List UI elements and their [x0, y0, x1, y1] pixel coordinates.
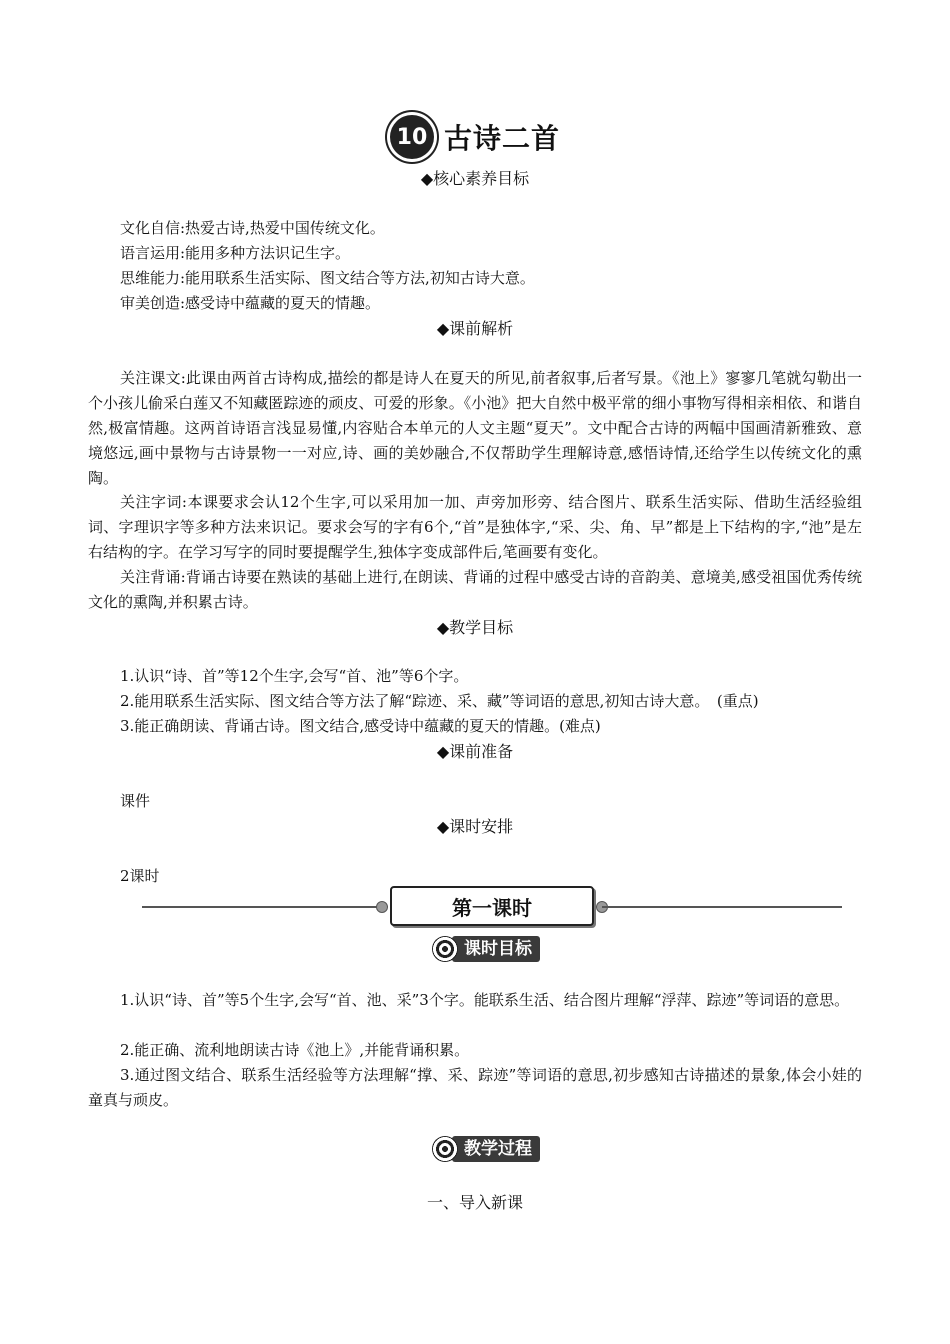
heading-pre-analysis: ◆课前解析: [436, 319, 514, 338]
teaching-process-tag-label: 教学过程: [452, 1136, 540, 1162]
core-goal-item: 文化自信:热爱古诗,热爱中国传统文化。: [120, 219, 385, 237]
analysis-paragraph-text: 关注课文:此课由两首古诗构成,描绘的都是诗人在夏天的所见,前者叙事,后者写景。《池上》寥寥几笔就勾勒出一个小孩儿偷采白莲又不知藏匿踪迹的顽皮、可爱的形象。《小池》把大自然中极平常的细小事物写得相亲相依、和谐自然,极富情趣。这两首诗语言浅显易懂,内容贴合本单元的人文主题“夏天”。文中配合古诗的两幅中国画清新雅致、意境悠远,画中景物与古诗景物一一对应,诗、画的美妙融合,不仅帮助学生理解诗意,感悟诗情,还给学生以传统文化的熏陶。: [88, 369, 862, 487]
session-goal-item: 1.认识“诗、首”等5个生字,会写“首、池、采”3个字。能联系生活、结合图片理解“浮萍、踪迹”等词语的意思。: [120, 991, 850, 1009]
step-heading-intro: 一、导入新课: [426, 1193, 523, 1212]
session-goal-item: 2.能正确、流利地朗读古诗《池上》,并能背诵积累。: [120, 1041, 470, 1059]
analysis-paragraph-words: 关注字词:本课要求会认12个生字,可以采用加一加、声旁加形旁、结合图片、联系生活实际、借助生活经验组词、字理识字等多种方法来识记。要求会写的字有6个,“首”是独体字,“采、尖、角、早”都是上下结构的字,“池”是左右结构的字。在学习写字的同时要提醒学生,独体字变成部件后,笔画要有变化。: [88, 493, 862, 561]
teaching-goal-item: 1.认识“诗、首”等12个生字,会写“首、池”等6个字。: [120, 667, 469, 685]
teaching-goal-item: 3.能正确朗读、背诵古诗。图文结合,感受诗中蕴藏的夏天的情趣。(难点): [120, 717, 601, 735]
heading-core-goals: ◆核心素养目标: [420, 169, 530, 188]
heading-teaching-goals: ◆教学目标: [436, 618, 514, 637]
preparation-text: 课件: [120, 792, 151, 810]
core-goal-item: 审美创造:感受诗中蕴藏的夏天的情趣。: [120, 294, 381, 312]
session-goal-item: 3.通过图文结合、联系生活经验等方法理解“撑、采、踪迹”等词语的意思,初步感知古诗描述的景象,体会小娃的童真与顽皮。: [88, 1066, 862, 1109]
session-goals-tag: [432, 936, 540, 962]
core-goal-item: 思维能力:能用联系生活实际、图文结合等方法,初知古诗大意。: [120, 269, 535, 287]
teaching-goal-item: 2.能用联系生活实际、图文结合等方法了解“踪迹、采、藏”等词语的意思,初知古诗大意。 (重点): [120, 692, 759, 710]
session-divider-left: [142, 906, 380, 908]
target-icon: [432, 936, 458, 962]
session-goals-tag-label: 课时目标: [452, 936, 540, 962]
core-goal-item: 语言运用:能用多种方法识记生字。: [120, 244, 351, 262]
analysis-paragraph-recite: 关注背诵:背诵古诗要在熟读的基础上进行,在朗读、背诵的过程中感受古诗的音韵美、意境美,感受祖国优秀传统文化的熏陶,并积累古诗。: [88, 568, 862, 611]
lesson-header: [0, 115, 950, 159]
teaching-process-tag: [432, 1136, 540, 1162]
lesson-title: 古诗二首: [443, 122, 560, 155]
heading-schedule: ◆课时安排: [436, 817, 514, 836]
schedule-text: 2课时: [120, 867, 160, 885]
heading-preparation: ◆课前准备: [436, 742, 514, 761]
lesson-number-badge: 10: [390, 115, 434, 159]
divider-dot-left: [376, 901, 388, 913]
session-title-box: 第一课时: [390, 886, 594, 926]
target-icon: [432, 1136, 458, 1162]
session-divider-right: [602, 906, 842, 908]
